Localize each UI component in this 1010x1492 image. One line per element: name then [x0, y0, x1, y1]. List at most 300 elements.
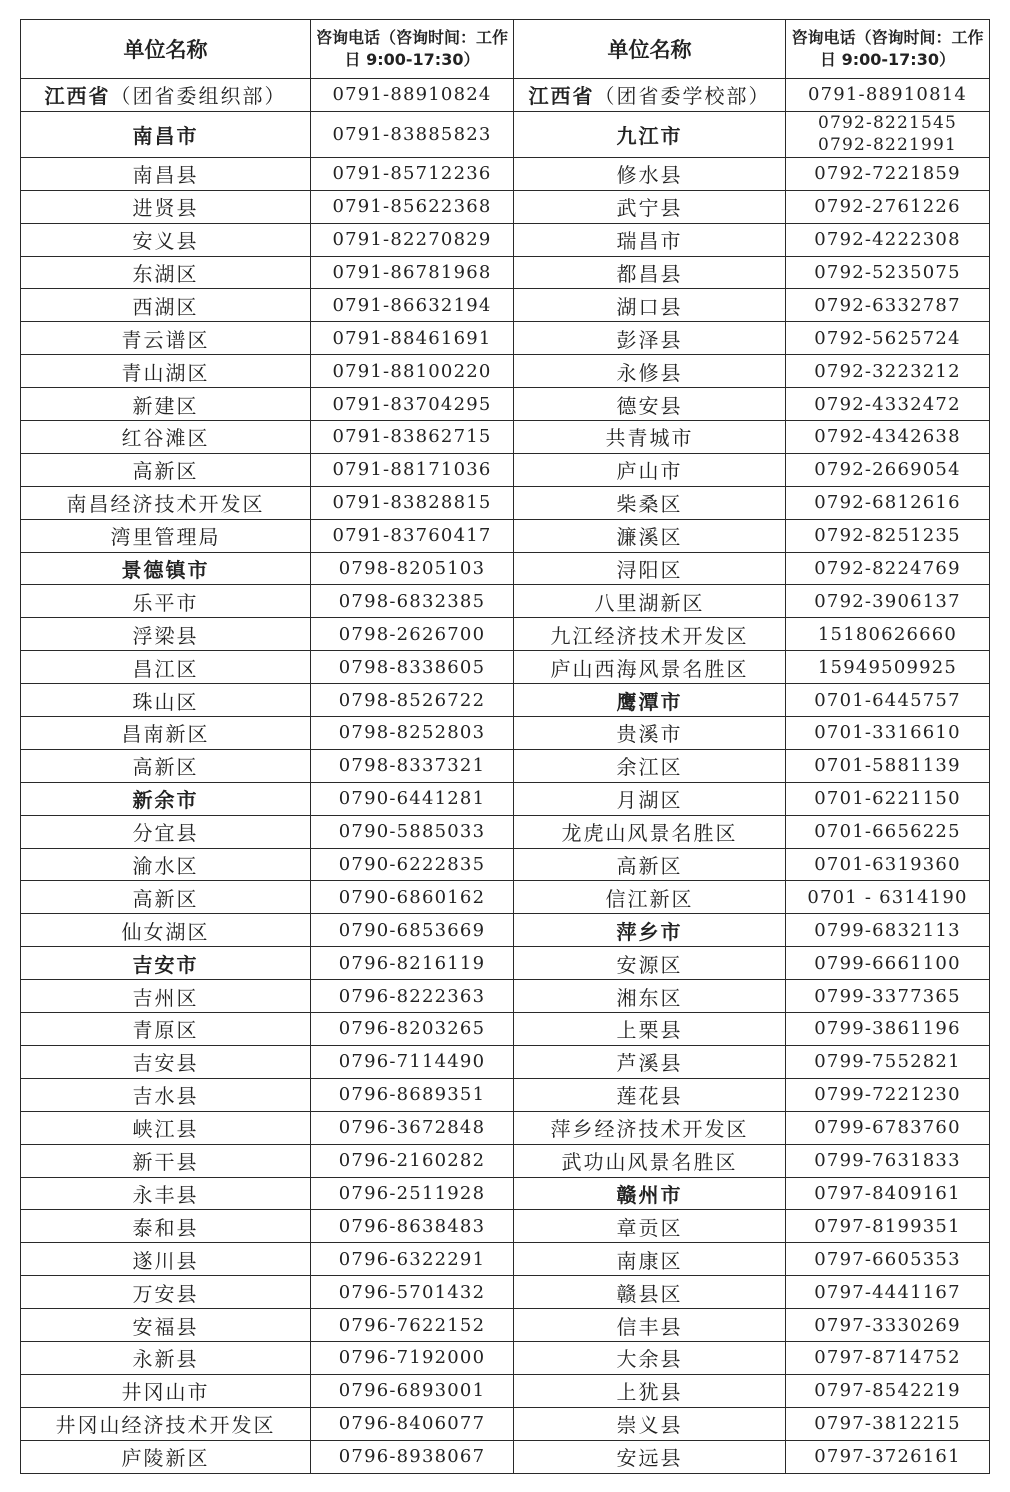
unit-name-right — [514, 1243, 786, 1276]
unit-name-text: 浮梁县 — [132, 623, 199, 648]
phone-number-right — [786, 585, 990, 618]
phone-text: 0799-6832113 — [814, 919, 961, 941]
phone-text: 0701-6319360 — [814, 854, 961, 876]
table-row — [21, 355, 990, 388]
phone-number-right — [786, 1078, 990, 1111]
phone-text: 0792-5625724 — [814, 327, 961, 349]
unit-name-right — [514, 947, 786, 980]
unit-name-left — [21, 914, 311, 947]
unit-name-right — [514, 651, 786, 684]
unit-name-right — [514, 355, 786, 388]
phone-number-right — [786, 322, 990, 355]
table-row — [21, 684, 990, 717]
unit-name-left — [21, 79, 311, 112]
unit-name-right — [514, 980, 786, 1013]
phone-number-left — [311, 1111, 514, 1144]
table-row — [21, 1407, 990, 1440]
unit-name-text: 高新区 — [132, 755, 199, 780]
phone-text: 0796-8216119 — [338, 952, 486, 974]
unit-name-text: 南昌县 — [132, 163, 199, 188]
phone-number-left — [311, 1407, 514, 1440]
table-row — [21, 388, 990, 421]
table-row — [21, 815, 990, 848]
header-unit-name-right: 单位名称 — [514, 20, 786, 79]
phone-number-left — [311, 289, 514, 322]
phone-number-right — [786, 223, 990, 256]
phone-text: 0791-82270829 — [332, 229, 492, 251]
phone-text: 0798-8526722 — [338, 689, 486, 711]
unit-name-text: 新干县 — [132, 1150, 199, 1175]
unit-name-text: 万安县 — [132, 1281, 199, 1306]
phone-number-right — [786, 1210, 990, 1243]
phone-number-right — [786, 388, 990, 421]
table-row — [21, 1045, 990, 1078]
unit-note-text: （团省委学校部） — [594, 84, 771, 109]
unit-name-text: 新建区 — [132, 393, 199, 418]
unit-name-text: 瑞昌市 — [616, 229, 683, 254]
phone-text: 0791-85712236 — [332, 163, 492, 185]
table-row — [21, 585, 990, 618]
unit-name-text: 安义县 — [132, 229, 199, 254]
unit-name-left — [21, 947, 311, 980]
phone-text: 0796-8222363 — [338, 985, 486, 1007]
phone-text: 0799-7221230 — [814, 1084, 961, 1106]
table-row — [21, 1374, 990, 1407]
unit-name-right — [514, 749, 786, 782]
unit-name-text: 高新区 — [132, 886, 199, 911]
unit-name-left — [21, 980, 311, 1013]
unit-note-text: （团省委组织部） — [110, 84, 287, 109]
unit-name-text: 萍乡经济技术开发区 — [550, 1117, 749, 1142]
unit-name-text: 安源区 — [616, 952, 683, 977]
unit-name-left — [21, 1407, 311, 1440]
phone-text: 0799-7631833 — [814, 1150, 961, 1172]
unit-name-text: 柴桑区 — [616, 492, 683, 517]
phone-text: 0792-8251235 — [814, 525, 961, 547]
phone-text: 0796-2160282 — [338, 1150, 486, 1172]
unit-name-right — [514, 1177, 786, 1210]
table-row — [21, 1440, 990, 1473]
unit-name-text: 吉安市 — [132, 952, 199, 977]
table-row — [21, 749, 990, 782]
phone-text: 0792-2669054 — [814, 459, 961, 481]
table-row — [21, 1309, 990, 1342]
unit-name-text: 九江市 — [616, 123, 683, 148]
phone-number-right — [786, 947, 990, 980]
phone-number-left — [311, 486, 514, 519]
table-row — [21, 519, 990, 552]
phone-number-left — [311, 618, 514, 651]
unit-name-right — [514, 223, 786, 256]
phone-text: 0792-6332787 — [814, 294, 961, 316]
unit-name-left — [21, 651, 311, 684]
unit-name-text: 永新县 — [132, 1347, 199, 1372]
unit-name-right — [514, 1144, 786, 1177]
table-body — [21, 79, 990, 1474]
phone-number-left — [311, 1078, 514, 1111]
phone-text: 0791-86632194 — [332, 294, 492, 316]
phone-number-right — [786, 1276, 990, 1309]
phone-text: 0799-3377365 — [814, 985, 961, 1007]
phone-text: 0797-8714752 — [814, 1347, 961, 1369]
phone-text: 0798-8338605 — [338, 656, 486, 678]
phone-text: 0797-6605353 — [814, 1248, 961, 1270]
unit-name-right — [514, 79, 786, 112]
phone-number-left — [311, 223, 514, 256]
phone-number-right — [786, 1407, 990, 1440]
phone-text: 0791-88910824 — [332, 84, 492, 106]
phone-text: 0792-3906137 — [814, 590, 961, 612]
phone-text: 0701-5881139 — [814, 755, 961, 777]
unit-name-left — [21, 223, 311, 256]
phone-number-left — [311, 881, 514, 914]
phone-number-left — [311, 157, 514, 190]
phone-number-right — [786, 1111, 990, 1144]
unit-name-left — [21, 1210, 311, 1243]
unit-name-left — [21, 1013, 311, 1046]
unit-name-text: 章贡区 — [616, 1215, 683, 1240]
phone-text: 0796-8689351 — [338, 1084, 486, 1106]
table-row — [21, 1078, 990, 1111]
phone-number-left — [311, 421, 514, 454]
phone-text: 0792-4332472 — [814, 393, 961, 415]
phone-text: 0792-4222308 — [814, 229, 961, 251]
unit-name-left — [21, 519, 311, 552]
unit-name-right — [514, 256, 786, 289]
unit-name-text: 赣州市 — [616, 1182, 683, 1207]
phone-number-left — [311, 1341, 514, 1374]
phone-text: 0796-8406077 — [338, 1413, 486, 1435]
unit-name-left — [21, 1309, 311, 1342]
unit-name-left — [21, 1045, 311, 1078]
phone-text: 0799-7552821 — [814, 1051, 961, 1073]
phone-text: 0790-6222835 — [338, 854, 486, 876]
phone-number-left — [311, 111, 514, 157]
unit-name-left — [21, 421, 311, 454]
unit-name-text: 浔阳区 — [616, 558, 683, 583]
unit-name-right — [514, 322, 786, 355]
unit-name-text: 濂溪区 — [616, 525, 683, 550]
phone-number-right — [786, 881, 990, 914]
table-row — [21, 947, 990, 980]
phone-text: 0792-8221545 — [817, 113, 958, 134]
phone-number-right — [786, 1177, 990, 1210]
phone-number-right — [786, 289, 990, 322]
phone-number-left — [311, 1144, 514, 1177]
unit-name-right — [514, 914, 786, 947]
phone-text: 0796-8638483 — [338, 1215, 486, 1237]
unit-name-text: 永修县 — [616, 360, 683, 385]
unit-name-text: 江西省 — [528, 84, 595, 109]
unit-name-text: 红谷滩区 — [121, 426, 210, 451]
phone-number-right — [786, 519, 990, 552]
unit-name-text: 莲花县 — [616, 1084, 683, 1109]
unit-name-text: 珠山区 — [132, 689, 199, 714]
unit-name-left — [21, 815, 311, 848]
unit-name-left — [21, 355, 311, 388]
unit-name-text: 余江区 — [616, 755, 683, 780]
unit-name-text: 彭泽县 — [616, 327, 683, 352]
unit-name-text: 庐山市 — [616, 459, 683, 484]
unit-name-right — [514, 552, 786, 585]
unit-name-text: 仙女湖区 — [121, 919, 210, 944]
unit-name-left — [21, 157, 311, 190]
phone-text: 0792-5235075 — [814, 262, 961, 283]
unit-name-right — [514, 1210, 786, 1243]
phone-number-left — [311, 717, 514, 750]
unit-name-text: 青云谱区 — [121, 327, 210, 352]
phone-number-left — [311, 1309, 514, 1342]
table-row — [21, 618, 990, 651]
phone-number-left — [311, 749, 514, 782]
phone-number-right — [786, 421, 990, 454]
phone-text: 0792-2761226 — [814, 196, 961, 218]
unit-name-text: 湾里管理局 — [110, 525, 221, 550]
phone-text: 0790-6853669 — [338, 919, 486, 941]
unit-name-left — [21, 1374, 311, 1407]
phone-text: 0792-7221859 — [814, 163, 961, 185]
unit-name-left — [21, 453, 311, 486]
phone-text: 0790-5885033 — [338, 821, 486, 843]
unit-name-right — [514, 815, 786, 848]
unit-name-left — [21, 717, 311, 750]
phone-text: 0791-83885823 — [332, 123, 492, 145]
unit-name-text: 湘东区 — [616, 985, 683, 1010]
phone-text: 0796-5701432 — [338, 1281, 486, 1303]
unit-name-text: 泰和县 — [132, 1215, 199, 1240]
unit-name-text: 青山湖区 — [121, 360, 210, 385]
phone-number-left — [311, 815, 514, 848]
phone-text: 0798-8252803 — [338, 722, 486, 744]
table-row — [21, 256, 990, 289]
phone-number-right — [786, 256, 990, 289]
phone-text: 0796-6893001 — [338, 1380, 486, 1402]
phone-number-right — [786, 782, 990, 815]
unit-name-right — [514, 1341, 786, 1374]
table-row — [21, 1013, 990, 1046]
phone-text: 0790-6860162 — [338, 886, 486, 908]
table-row — [21, 1276, 990, 1309]
phone-number-right — [786, 1341, 990, 1374]
phone-text: 0791-83828815 — [332, 492, 492, 514]
phone-number-right — [786, 1243, 990, 1276]
phone-text: 0798-8337321 — [338, 755, 486, 777]
unit-name-text: 修水县 — [616, 163, 683, 188]
phone-text: 0701-6221150 — [814, 788, 961, 810]
phone-number-right — [786, 651, 990, 684]
phone-number-left — [311, 980, 514, 1013]
phone-number-right — [786, 815, 990, 848]
phone-number-right — [786, 749, 990, 782]
phone-number-left — [311, 585, 514, 618]
unit-name-right — [514, 881, 786, 914]
unit-name-right — [514, 453, 786, 486]
phone-number-right — [786, 157, 990, 190]
header-row — [21, 20, 990, 79]
phone-number-left — [311, 256, 514, 289]
unit-name-text: 龙虎山风景名胜区 — [561, 821, 738, 846]
phone-text: 0792-8224769 — [814, 558, 961, 580]
unit-name-text: 吉安县 — [132, 1051, 199, 1076]
unit-name-left — [21, 782, 311, 815]
unit-name-text: 鹰潭市 — [616, 689, 683, 714]
unit-name-text: 湖口县 — [616, 294, 683, 319]
unit-name-text: 乐平市 — [132, 590, 199, 615]
unit-name-right — [514, 388, 786, 421]
phone-number-left — [311, 322, 514, 355]
table-row — [21, 651, 990, 684]
unit-name-text: 信江新区 — [605, 886, 694, 911]
unit-name-text: 景德镇市 — [121, 558, 210, 583]
table-row — [21, 717, 990, 750]
unit-name-text: 庐陵新区 — [121, 1446, 210, 1471]
unit-name-right — [514, 1013, 786, 1046]
unit-name-text: 庐山西海风景名胜区 — [550, 656, 749, 681]
phone-number-left — [311, 1440, 514, 1473]
table-row — [21, 111, 990, 157]
unit-name-right — [514, 1309, 786, 1342]
table-row — [21, 1243, 990, 1276]
phone-text: 0799-6661100 — [814, 952, 961, 974]
unit-name-text: 昌江区 — [132, 656, 199, 681]
table-row — [21, 223, 990, 256]
phone-text: 0792-3223212 — [814, 360, 961, 382]
phone-text: 0799-3861196 — [814, 1018, 961, 1040]
unit-name-left — [21, 1440, 311, 1473]
phone-number-right — [786, 848, 990, 881]
unit-name-text: 昌南新区 — [121, 722, 210, 747]
phone-number-left — [311, 1210, 514, 1243]
unit-name-right — [514, 519, 786, 552]
phone-text: 0796-7114490 — [338, 1051, 486, 1073]
unit-name-text: 八里湖新区 — [594, 590, 705, 615]
unit-name-text: 永丰县 — [132, 1182, 199, 1207]
phone-number-right — [786, 980, 990, 1013]
phone-number-right — [786, 1013, 990, 1046]
phone-text: 0796-3672848 — [338, 1117, 486, 1139]
unit-name-text: 分宜县 — [132, 821, 199, 846]
phone-text: 0792-6812616 — [814, 492, 961, 514]
unit-name-left — [21, 1341, 311, 1374]
unit-name-right — [514, 1276, 786, 1309]
header-phone-left: 咨询电话（咨询时间：工作日 9:00-17:30） — [311, 20, 514, 79]
phone-text: 0797-3330269 — [814, 1314, 961, 1336]
unit-name-left — [21, 111, 311, 157]
unit-name-text: 高新区 — [132, 459, 199, 484]
phone-number-right — [786, 486, 990, 519]
unit-name-left — [21, 1276, 311, 1309]
unit-name-left — [21, 585, 311, 618]
phone-text: 0701-6445757 — [814, 689, 961, 711]
unit-name-text: 井冈山经济技术开发区 — [55, 1413, 276, 1438]
unit-name-right — [514, 486, 786, 519]
unit-name-text: 萍乡市 — [616, 919, 683, 944]
phone-text: 0791-88910814 — [807, 84, 968, 106]
phone-text: 0796-8203265 — [338, 1018, 486, 1040]
unit-name-text: 上栗县 — [616, 1018, 683, 1043]
unit-name-right — [514, 717, 786, 750]
header-phone-right: 咨询电话（咨询时间：工作日 9:00-17:30） — [786, 20, 990, 79]
unit-name-left — [21, 1111, 311, 1144]
phone-number-left — [311, 1243, 514, 1276]
phone-number-left — [311, 1374, 514, 1407]
table-row — [21, 1144, 990, 1177]
unit-name-text: 九江经济技术开发区 — [550, 623, 749, 648]
unit-name-text: 渝水区 — [132, 854, 199, 879]
unit-name-right — [514, 111, 786, 157]
phone-text: 0797-8409161 — [814, 1182, 961, 1204]
phone-number-right — [786, 453, 990, 486]
phone-number-left — [311, 79, 514, 112]
phone-number-right — [786, 552, 990, 585]
phone-number-left — [311, 355, 514, 388]
unit-name-text: 芦溪县 — [616, 1051, 683, 1076]
unit-name-left — [21, 190, 311, 223]
phone-text: 0791-83760417 — [332, 525, 492, 547]
table-row — [21, 421, 990, 454]
phone-text: 0796-7192000 — [338, 1347, 486, 1369]
phone-text: 0796-8938067 — [338, 1446, 486, 1468]
phone-text: 0701 - 6314190 — [807, 886, 968, 908]
unit-name-left — [21, 256, 311, 289]
phone-number-left — [311, 782, 514, 815]
table-row — [21, 1177, 990, 1210]
table-row — [21, 881, 990, 914]
unit-name-text: 吉州区 — [132, 985, 199, 1010]
unit-name-left — [21, 1078, 311, 1111]
unit-name-right — [514, 421, 786, 454]
unit-name-text: 进贤县 — [132, 196, 199, 221]
phone-text: 0701-6656225 — [814, 821, 961, 843]
unit-name-text: 赣县区 — [616, 1281, 683, 1306]
phone-text: 0791-85622368 — [332, 196, 492, 218]
phone-number-right — [786, 79, 990, 112]
unit-name-left — [21, 289, 311, 322]
phone-number-left — [311, 684, 514, 717]
unit-name-text: 西湖区 — [132, 294, 199, 319]
phone-number-left — [311, 1045, 514, 1078]
unit-name-right — [514, 1440, 786, 1473]
unit-name-text: 江西省 — [44, 84, 111, 109]
phone-text: 0799-6783760 — [814, 1117, 961, 1139]
phone-text: 0792-4342638 — [814, 426, 961, 448]
phone-number-right — [786, 190, 990, 223]
phone-text: 0797-3726161 — [814, 1446, 961, 1468]
phone-number-right — [786, 111, 990, 157]
unit-name-right — [514, 1111, 786, 1144]
phone-number-left — [311, 651, 514, 684]
unit-name-left — [21, 1144, 311, 1177]
phone-number-left — [311, 453, 514, 486]
unit-name-text: 崇义县 — [616, 1413, 683, 1438]
unit-name-text: 南康区 — [616, 1248, 683, 1273]
unit-name-right — [514, 782, 786, 815]
consultation-phone-table — [20, 19, 990, 1474]
unit-name-left — [21, 1243, 311, 1276]
phone-text: 0791-83704295 — [332, 393, 492, 415]
table-row — [21, 486, 990, 519]
phone-text: 0798-2626700 — [338, 623, 486, 645]
table-row — [21, 157, 990, 190]
phone-text: 0798-8205103 — [338, 558, 486, 580]
phone-number-left — [311, 1276, 514, 1309]
unit-name-left — [21, 486, 311, 519]
unit-name-right — [514, 1374, 786, 1407]
table-header — [21, 20, 990, 79]
phone-number-right — [786, 914, 990, 947]
phone-text: 0791-88171036 — [332, 459, 492, 481]
unit-name-right — [514, 1045, 786, 1078]
